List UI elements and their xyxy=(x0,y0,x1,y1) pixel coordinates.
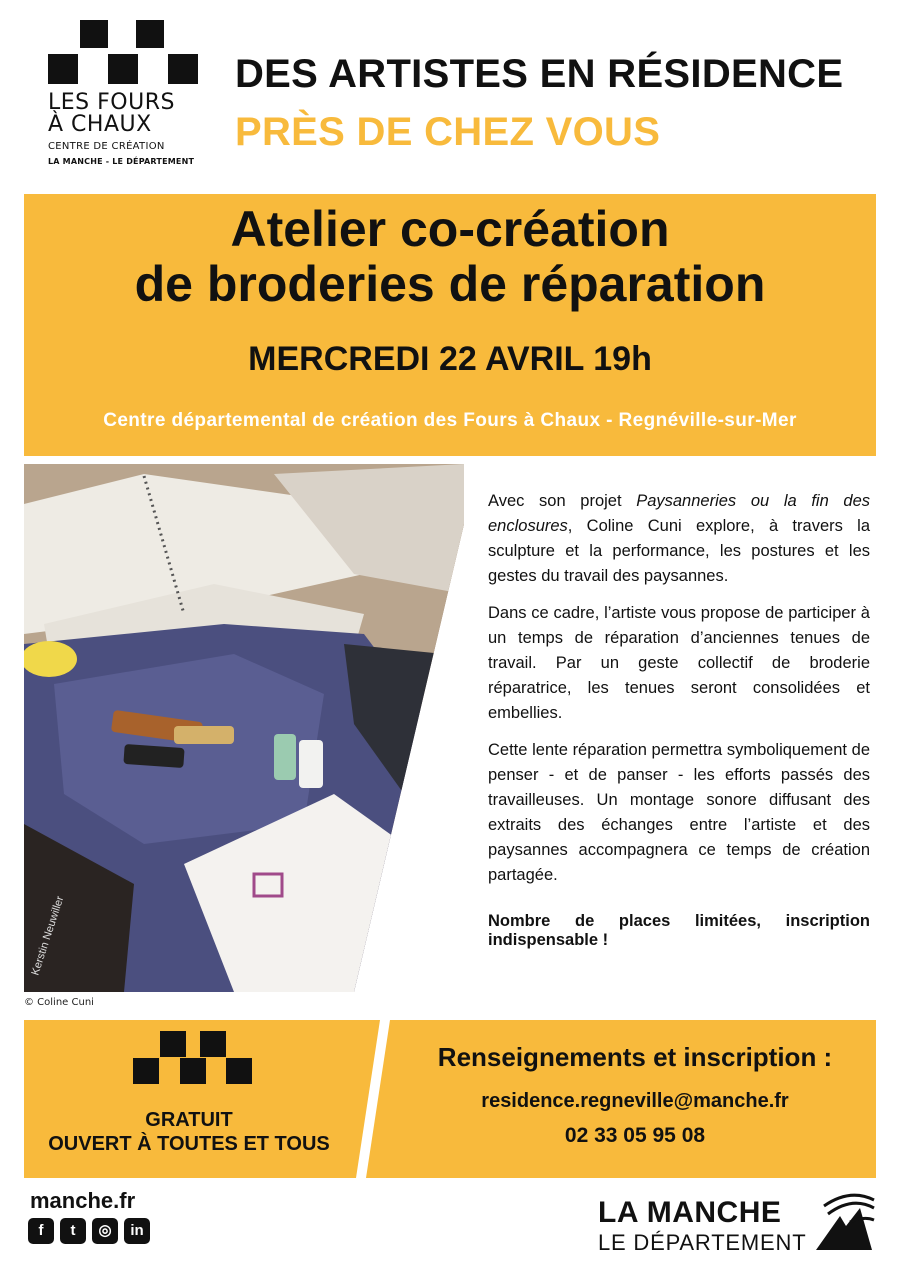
logo-text-line1: LES FOURS xyxy=(48,90,175,115)
event-title-line2: de broderies de réparation xyxy=(134,256,766,312)
event-date: MERCREDI 22 AVRIL 19h xyxy=(248,340,652,378)
logo-square xyxy=(48,54,78,84)
website-link[interactable]: manche.fr xyxy=(30,1188,136,1213)
event-description xyxy=(488,489,870,962)
info-title: Renseignements et inscription : xyxy=(437,1042,833,1072)
la-manche-brand: LA MANCHE xyxy=(598,1196,782,1229)
description-paragraph-3: Cette lente réparation permettra symboliquement de penser - et de panser - les efforts passés des travailleuses. Un montage sonore diffusant des extraits des échanges entre l’artiste et des paysannes accompagnera ce temps de création partagée. xyxy=(488,741,870,884)
registration-warning: Nombre de places limitées, inscription indispensable ! xyxy=(488,912,870,949)
project-title: Paysanneries ou la fin des enclosures xyxy=(488,492,870,535)
header-title: DES ARTISTES EN RÉSIDENCE xyxy=(235,52,844,96)
contact-phone[interactable]: 02 33 05 95 08 xyxy=(564,1124,706,1147)
description-paragraph-2: Dans ce cadre, l’artiste vous propose de participer à un temps de réparation d’anciennes tenues de travail. Par un geste collectif de broderie réparatrice, les tenues seront consolidées et embellies. xyxy=(488,604,870,722)
footer-square xyxy=(180,1058,206,1084)
header-subtitle: PRÈS DE CHEZ VOUS xyxy=(235,110,661,154)
contact-email[interactable]: residence.regneville@manche.fr xyxy=(481,1090,789,1112)
footer-square xyxy=(133,1058,159,1084)
logo-text-line2: À CHAUX xyxy=(48,112,152,137)
logo-department: LA MANCHE - LE DÉPARTEMENT xyxy=(48,157,195,166)
open-to-all-label: OUVERT À TOUTES ET TOUS xyxy=(48,1133,330,1155)
paragraph-text: Avec son projet xyxy=(488,492,637,510)
paragraph-text: , Coline Cuni explore, à travers la sculpture et la performance, les postures et les gestes du travail des paysannes. xyxy=(488,517,870,585)
la-manche-department: LE DÉPARTEMENT xyxy=(598,1230,807,1255)
twitter-icon[interactable]: t xyxy=(60,1218,86,1244)
fours-a-chaux-logo xyxy=(44,20,204,175)
photo-credit: © Coline Cuni xyxy=(24,997,94,1008)
logo-square xyxy=(168,54,198,84)
embroidery-photo xyxy=(24,464,464,992)
event-place: Centre départemental de création des Fours à Chaux - Regnéville-sur-Mer xyxy=(103,410,797,431)
logo-square xyxy=(80,20,108,48)
footer-square xyxy=(200,1031,226,1057)
logo-square xyxy=(108,54,138,84)
free-label: GRATUIT xyxy=(145,1109,233,1131)
footer-square xyxy=(160,1031,186,1057)
facebook-icon[interactable]: f xyxy=(28,1218,54,1244)
free-entry-text xyxy=(24,1108,354,1156)
logo-square xyxy=(136,20,164,48)
logo-subtitle: CENTRE DE CRÉATION xyxy=(48,141,165,152)
linkedin-icon[interactable]: in xyxy=(124,1218,150,1244)
event-title-box xyxy=(24,194,876,456)
instagram-icon[interactable]: ◎ xyxy=(92,1218,118,1244)
event-title-line1: Atelier co-création xyxy=(230,201,670,257)
photo-book-text: Kerstin Neuwiller xyxy=(29,894,67,977)
footer-square xyxy=(226,1058,252,1084)
la-manche-emblem-icon xyxy=(810,1186,876,1254)
description-paragraph-1 xyxy=(488,489,870,589)
social-icons xyxy=(28,1218,150,1246)
